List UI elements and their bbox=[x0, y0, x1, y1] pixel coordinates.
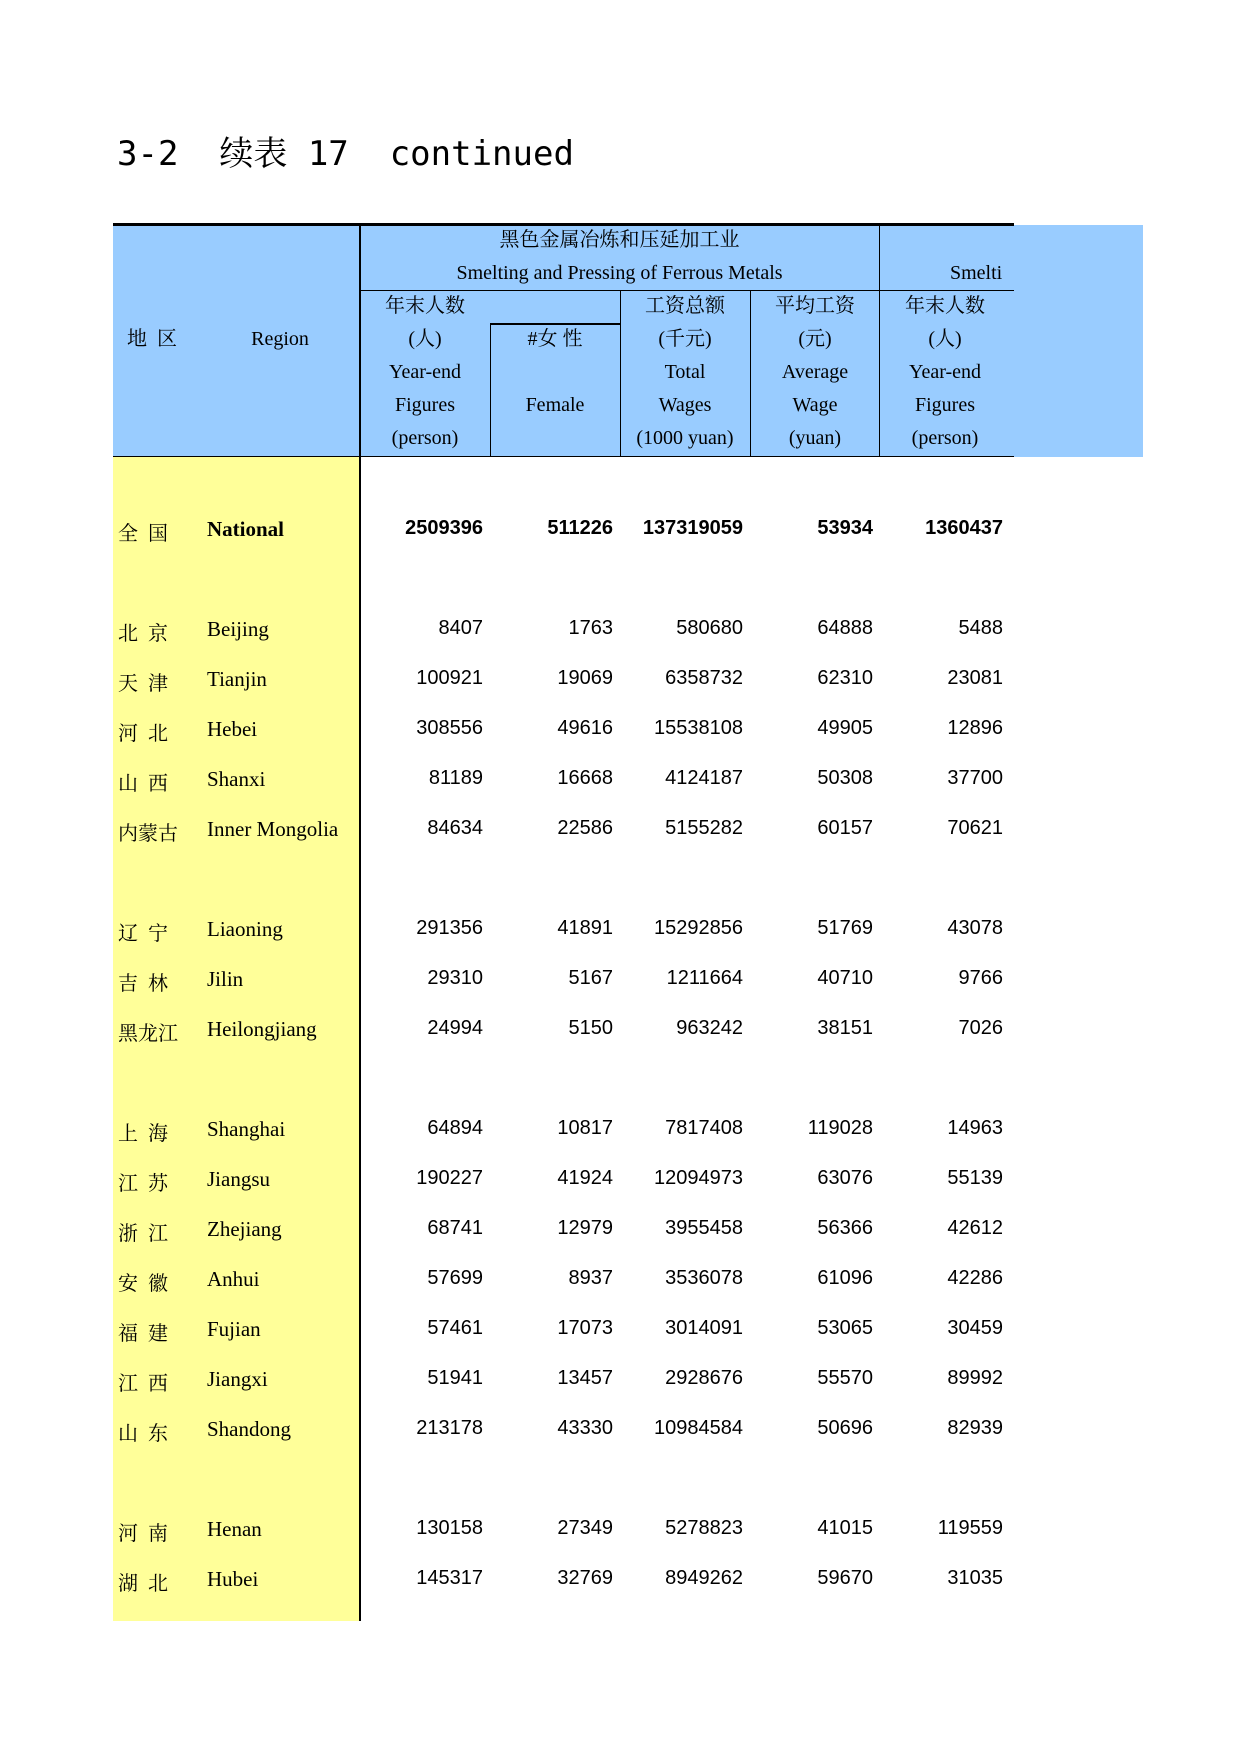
cell-value: 19069 bbox=[557, 667, 613, 689]
cell-value: 14963 bbox=[947, 1117, 1003, 1139]
table-row bbox=[0, 1017, 1240, 1057]
cell-value: 17073 bbox=[557, 1317, 613, 1339]
cell-value: 15538108 bbox=[654, 717, 743, 739]
region-header-en: Region bbox=[251, 328, 309, 350]
region-name-zh: 江 西 bbox=[118, 1373, 168, 1395]
cell-value: 41891 bbox=[557, 917, 613, 939]
table-row bbox=[0, 617, 1240, 657]
cell-value: 30459 bbox=[947, 1317, 1003, 1339]
cell-value: 22586 bbox=[557, 817, 613, 839]
table-row bbox=[0, 1417, 1240, 1457]
cell-value: 7817408 bbox=[665, 1117, 743, 1139]
cell-value: 13457 bbox=[557, 1367, 613, 1389]
region-name-zh: 湖 北 bbox=[118, 1573, 168, 1595]
cell-value: 57699 bbox=[427, 1267, 483, 1289]
cell-value: 5488 bbox=[958, 617, 1003, 639]
region-name-zh: 浙 江 bbox=[118, 1223, 168, 1245]
cell-value: 84634 bbox=[427, 817, 483, 839]
cell-value: 119028 bbox=[807, 1117, 873, 1139]
table-row bbox=[0, 1167, 1240, 1207]
header-line: (person) bbox=[911, 427, 979, 449]
group2-header-en: Smelti bbox=[950, 262, 1003, 284]
cell-value: 23081 bbox=[947, 667, 1003, 689]
cell-value: 68741 bbox=[427, 1217, 483, 1239]
cell-value: 213178 bbox=[416, 1417, 483, 1439]
region-name-zh: 天 津 bbox=[118, 673, 168, 695]
table-row bbox=[0, 1367, 1240, 1407]
cell-value: 10817 bbox=[557, 1117, 613, 1139]
cell-value: 64894 bbox=[427, 1117, 483, 1139]
region-name-en: Inner Mongolia bbox=[207, 817, 339, 841]
region-name-en: Heilongjiang bbox=[207, 1017, 317, 1041]
table-row bbox=[0, 1567, 1240, 1607]
cell-value: 62310 bbox=[817, 667, 873, 689]
cell-value: 100921 bbox=[416, 667, 483, 689]
cell-value: 42286 bbox=[947, 1267, 1003, 1289]
region-name-en: Shanxi bbox=[207, 767, 266, 791]
header-line: (人) bbox=[408, 328, 442, 350]
cell-value: 24994 bbox=[427, 1017, 483, 1039]
cell-value: 8937 bbox=[568, 1267, 613, 1289]
cell-value: 41015 bbox=[817, 1517, 873, 1539]
cell-value: 40710 bbox=[817, 967, 873, 989]
header-line: Year-end bbox=[909, 361, 981, 383]
table-row bbox=[0, 817, 1240, 857]
cell-value: 3955458 bbox=[665, 1217, 743, 1239]
cell-value: 50308 bbox=[817, 767, 873, 789]
table-row bbox=[0, 517, 1240, 557]
cell-value: 82939 bbox=[947, 1417, 1003, 1439]
cell-value: 41924 bbox=[557, 1167, 613, 1189]
region-name-zh: 河 北 bbox=[118, 723, 168, 745]
region-name-zh: 吉 林 bbox=[118, 973, 168, 995]
cell-value: 2509396 bbox=[405, 517, 483, 539]
cell-value: 1211664 bbox=[666, 967, 743, 989]
header-line: Wage bbox=[792, 394, 838, 416]
cell-value: 53065 bbox=[817, 1317, 873, 1339]
divider bbox=[113, 456, 1014, 457]
region-name-zh: 北 京 bbox=[118, 623, 168, 645]
cell-value: 50696 bbox=[817, 1417, 873, 1439]
region-name-en: Tianjin bbox=[207, 667, 267, 691]
region-name-zh: 福 建 bbox=[118, 1323, 168, 1345]
cell-value: 10984584 bbox=[654, 1417, 743, 1439]
table-row bbox=[0, 1117, 1240, 1157]
region-name-zh: 河 南 bbox=[118, 1523, 168, 1545]
region-header-zh: 地 区 bbox=[127, 328, 177, 350]
region-name-en: Jiangsu bbox=[207, 1167, 270, 1191]
table-row bbox=[0, 967, 1240, 1007]
cell-value: 42612 bbox=[947, 1217, 1003, 1239]
cell-value: 963242 bbox=[676, 1017, 743, 1039]
cell-value: 29310 bbox=[427, 967, 483, 989]
cell-value: 8407 bbox=[438, 617, 483, 639]
cell-value: 130158 bbox=[416, 1517, 483, 1539]
table-row bbox=[0, 1517, 1240, 1557]
cell-value: 16668 bbox=[557, 767, 613, 789]
region-name-en: Hubei bbox=[207, 1567, 259, 1591]
region-name-zh: 黑龙江 bbox=[118, 1023, 178, 1045]
table-row bbox=[0, 917, 1240, 957]
cell-value: 5150 bbox=[568, 1017, 613, 1039]
region-name-en: Jilin bbox=[207, 967, 244, 991]
region-name-en: Shandong bbox=[207, 1417, 291, 1441]
region-name-zh: 辽 宁 bbox=[118, 923, 168, 945]
header-line: Average bbox=[781, 361, 849, 383]
header-line: Total bbox=[664, 361, 706, 383]
group-header-zh: 黑色金属冶炼和压延加工业 bbox=[499, 229, 740, 251]
region-name-zh: 山 东 bbox=[118, 1423, 168, 1445]
cell-value: 12979 bbox=[557, 1217, 613, 1239]
table-row bbox=[0, 1267, 1240, 1307]
header-line: Figures bbox=[395, 394, 455, 416]
cell-value: 308556 bbox=[416, 717, 483, 739]
region-name-en: Anhui bbox=[207, 1267, 260, 1291]
cell-value: 12094973 bbox=[654, 1167, 743, 1189]
region-name-zh: 江 苏 bbox=[118, 1173, 168, 1195]
header-line: (人) bbox=[928, 328, 962, 350]
cell-value: 7026 bbox=[958, 1017, 1003, 1039]
cell-value: 63076 bbox=[817, 1167, 873, 1189]
header-line: Female bbox=[525, 394, 585, 416]
cell-value: 2928676 bbox=[665, 1367, 743, 1389]
region-name-zh: 全 国 bbox=[118, 523, 168, 545]
region-name-en: National bbox=[207, 517, 285, 541]
cell-value: 32769 bbox=[557, 1567, 613, 1589]
header-line: Wages bbox=[658, 394, 712, 416]
cell-value: 61096 bbox=[817, 1267, 873, 1289]
cell-value: 4124187 bbox=[665, 767, 743, 789]
cell-value: 137319059 bbox=[642, 517, 743, 539]
header-line: Year-end bbox=[389, 361, 461, 383]
cell-value: 60157 bbox=[817, 817, 873, 839]
cell-value: 12896 bbox=[947, 717, 1003, 739]
header-line: 工资总额 bbox=[645, 295, 725, 317]
cell-value: 43078 bbox=[947, 917, 1003, 939]
cell-value: 190227 bbox=[416, 1167, 483, 1189]
cell-value: 27349 bbox=[557, 1517, 613, 1539]
cell-value: 1763 bbox=[568, 617, 613, 639]
cell-value: 580680 bbox=[676, 617, 743, 639]
region-name-zh: 上 海 bbox=[118, 1123, 168, 1145]
table-row bbox=[0, 767, 1240, 807]
table-row bbox=[0, 1317, 1240, 1357]
header-line: #女 性 bbox=[527, 328, 583, 350]
header-line: (元) bbox=[798, 328, 832, 350]
cell-value: 15292856 bbox=[654, 917, 743, 939]
header-line: (千元) bbox=[658, 328, 712, 350]
table-row bbox=[0, 717, 1240, 757]
cell-value: 55570 bbox=[817, 1367, 873, 1389]
region-name-zh: 山 西 bbox=[118, 773, 168, 795]
cell-value: 89992 bbox=[947, 1367, 1003, 1389]
cell-value: 511226 bbox=[547, 517, 613, 539]
group-header-en: Smelting and Pressing of Ferrous Metals bbox=[456, 262, 783, 284]
cell-value: 6358732 bbox=[665, 667, 743, 689]
header-line: (1000 yuan) bbox=[636, 427, 734, 449]
cell-value: 9766 bbox=[958, 967, 1003, 989]
region-name-en: Jiangxi bbox=[207, 1367, 268, 1391]
cell-value: 51769 bbox=[817, 917, 873, 939]
cell-value: 81189 bbox=[428, 767, 483, 789]
cell-value: 1360437 bbox=[925, 517, 1003, 539]
cell-value: 291356 bbox=[416, 917, 483, 939]
header-line: 年末人数 bbox=[905, 295, 985, 317]
region-name-zh: 内蒙古 bbox=[118, 823, 178, 845]
cell-value: 119559 bbox=[937, 1517, 1003, 1539]
region-name-en: Hebei bbox=[207, 717, 258, 741]
cell-value: 43330 bbox=[557, 1417, 613, 1439]
header-line: (person) bbox=[391, 427, 459, 449]
cell-value: 31035 bbox=[947, 1567, 1003, 1589]
cell-value: 8949262 bbox=[665, 1567, 743, 1589]
cell-value: 57461 bbox=[427, 1317, 483, 1339]
cell-value: 145317 bbox=[416, 1567, 483, 1589]
cell-value: 49905 bbox=[817, 717, 873, 739]
cell-value: 55139 bbox=[947, 1167, 1003, 1189]
cell-value: 49616 bbox=[557, 717, 613, 739]
region-name-en: Fujian bbox=[207, 1317, 261, 1341]
region-name-en: Shanghai bbox=[207, 1117, 286, 1141]
header-line: 平均工资 bbox=[775, 295, 855, 317]
region-name-en: Zhejiang bbox=[207, 1217, 282, 1241]
cell-value: 64888 bbox=[817, 617, 873, 639]
cell-value: 5167 bbox=[568, 967, 613, 989]
header-line: 年末人数 bbox=[385, 295, 465, 317]
region-name-en: Beijing bbox=[207, 617, 269, 641]
cell-value: 3014091 bbox=[665, 1317, 743, 1339]
cell-value: 51941 bbox=[427, 1367, 483, 1389]
cell-value: 38151 bbox=[817, 1017, 873, 1039]
region-name-zh: 安 徽 bbox=[118, 1273, 168, 1295]
cell-value: 70621 bbox=[947, 817, 1003, 839]
header-line: (yuan) bbox=[788, 427, 842, 449]
region-name-en: Henan bbox=[207, 1517, 262, 1541]
table-row bbox=[0, 667, 1240, 707]
cell-value: 5278823 bbox=[665, 1517, 743, 1539]
page-title: 3-2 续表 17 continued bbox=[117, 134, 574, 174]
cell-value: 3536078 bbox=[665, 1267, 743, 1289]
region-name-en: Liaoning bbox=[207, 917, 283, 941]
table-row bbox=[0, 1217, 1240, 1257]
cell-value: 56366 bbox=[817, 1217, 873, 1239]
cell-value: 59670 bbox=[817, 1567, 873, 1589]
cell-value: 5155282 bbox=[665, 817, 743, 839]
header-line: Figures bbox=[915, 394, 975, 416]
cell-value: 53934 bbox=[817, 517, 873, 539]
cell-value: 37700 bbox=[947, 767, 1003, 789]
